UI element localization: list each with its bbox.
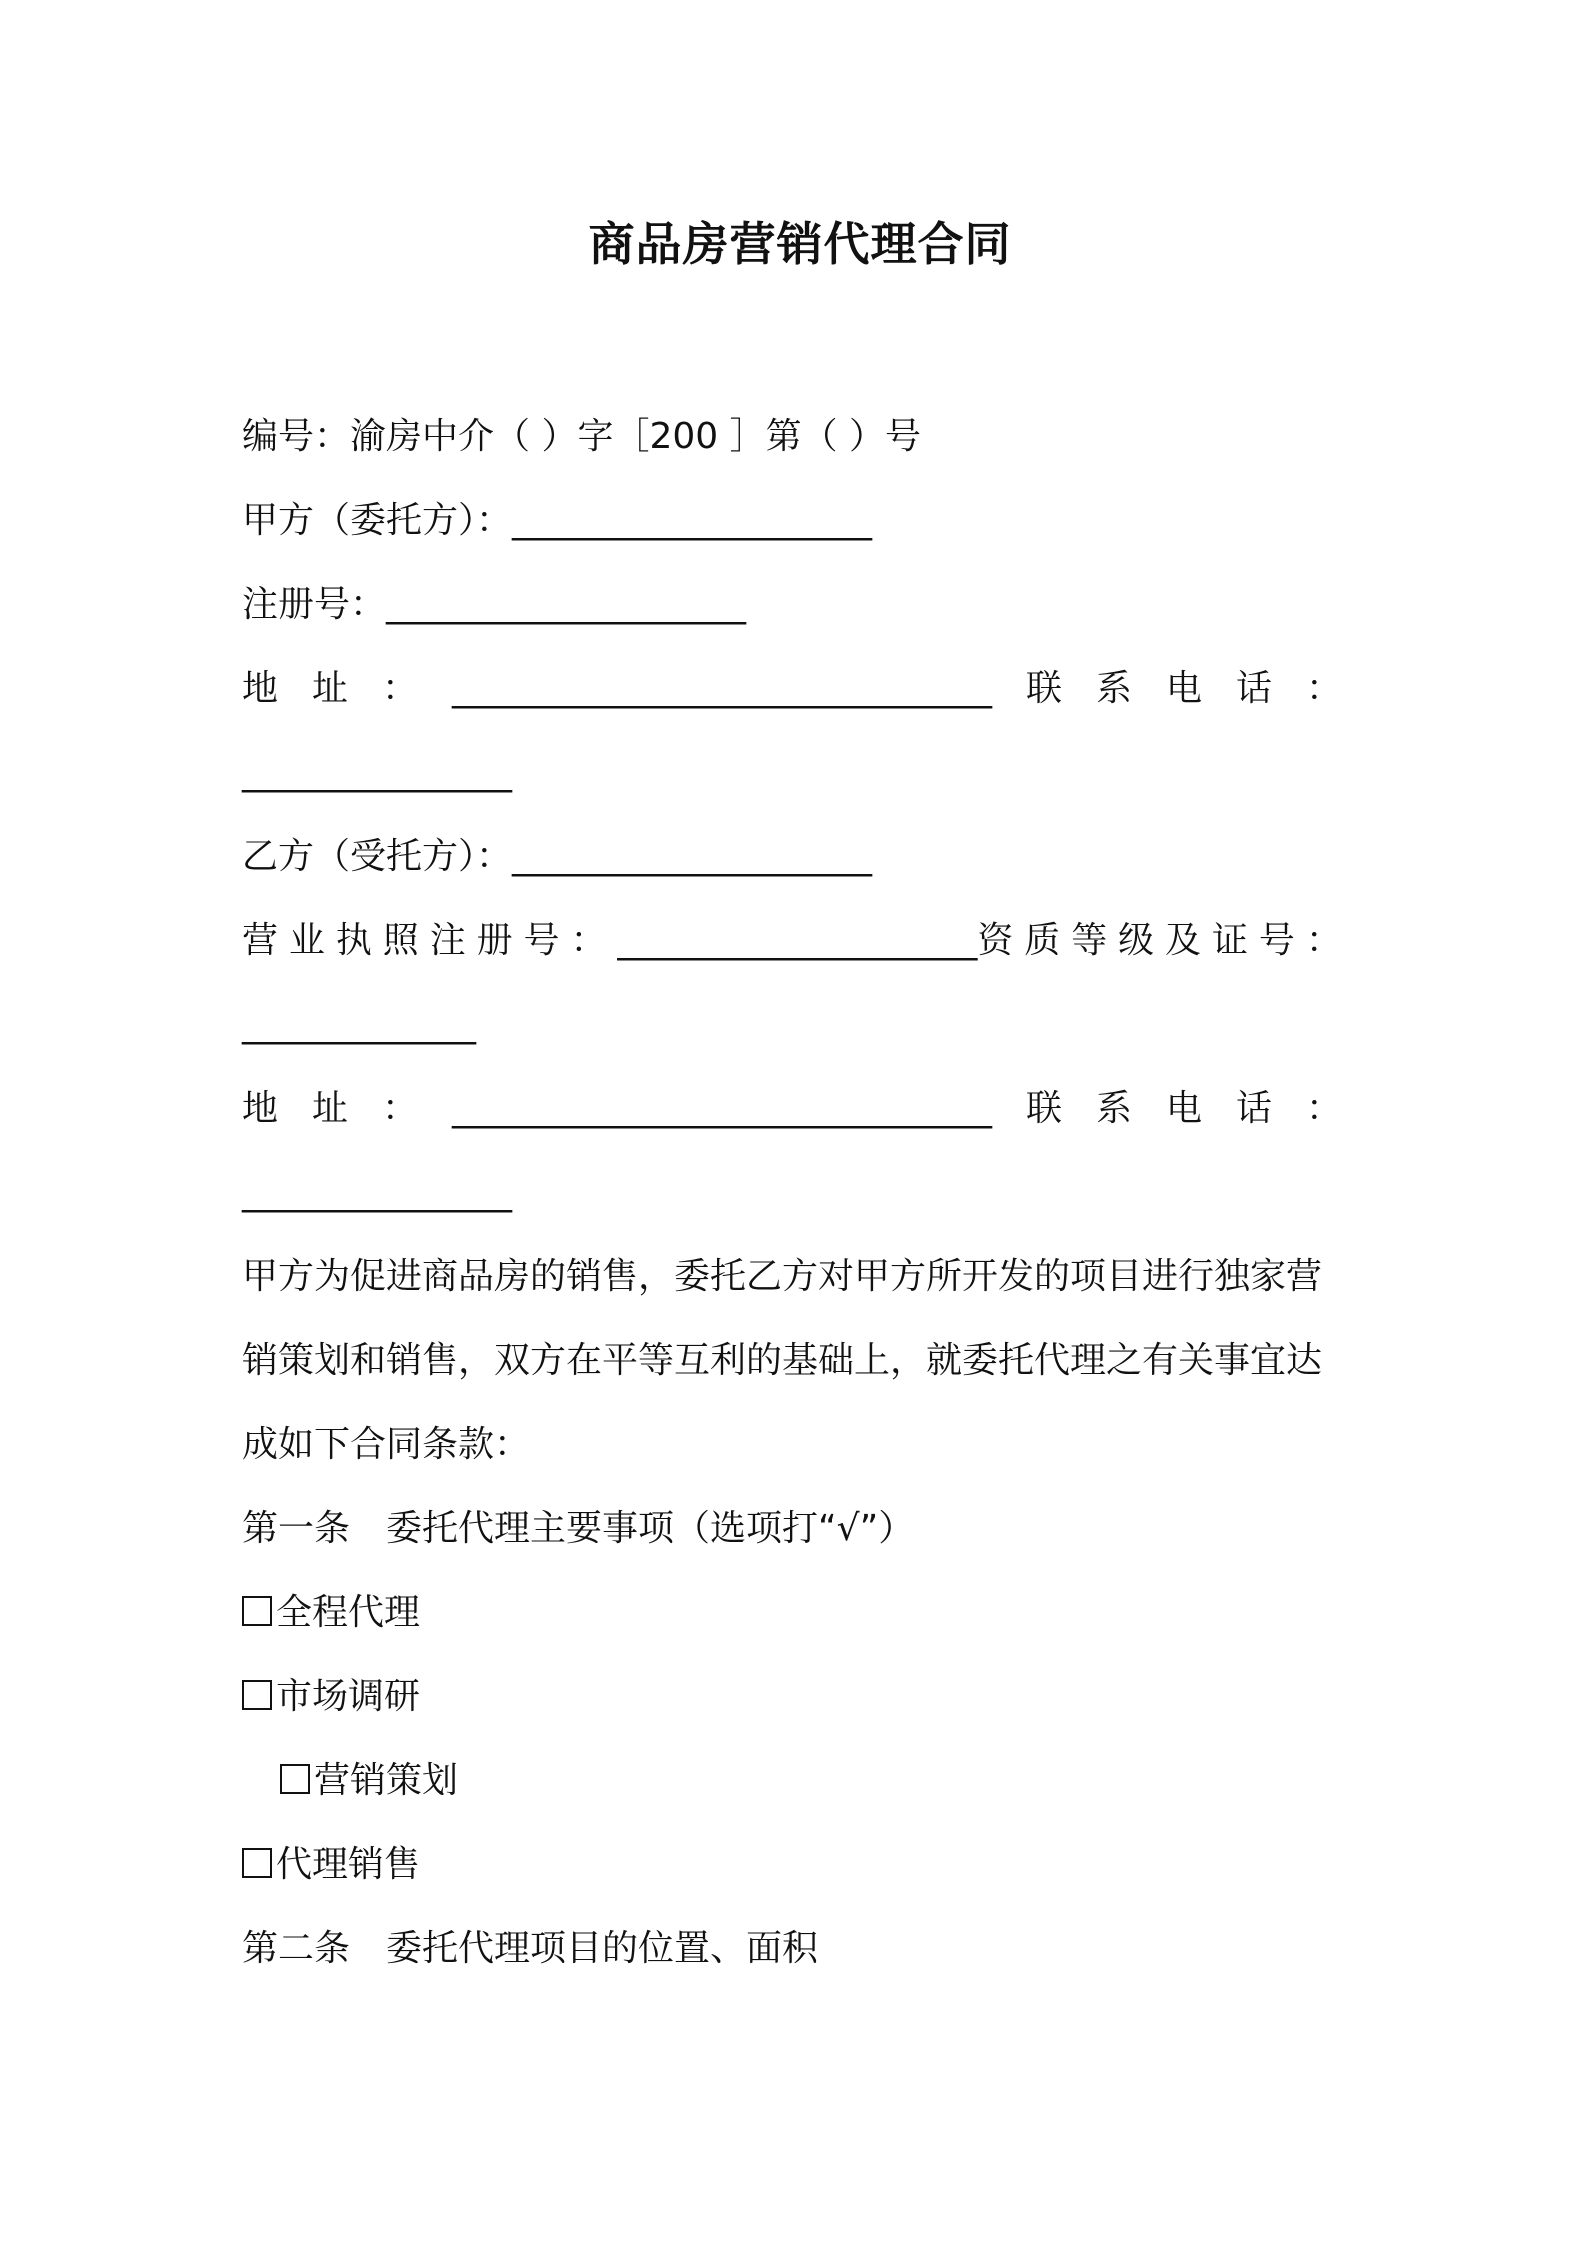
party-a-line: 甲方（委托方）：____________________ (242, 500, 873, 541)
license-char: ： (1305, 920, 1342, 961)
license-char: ： (570, 920, 607, 961)
option-marketing-planning[interactable] (280, 1756, 458, 1806)
license-char: 号 (1258, 920, 1295, 961)
phone-label-char: 话 (1235, 1088, 1272, 1129)
phone-label-char: 系 (1095, 1088, 1132, 1129)
party-b-address-line (242, 1084, 1342, 1134)
checkbox-icon[interactable] (242, 1680, 272, 1710)
phone-colon: ： (1305, 1088, 1342, 1129)
option-label: 全程代理 (276, 1592, 421, 1633)
intro-paragraph-line: 甲方为促进商品房的销售，委托乙方对甲方所开发的项目进行独家营 (242, 1256, 1323, 1297)
phone-label-char: 话 (1235, 668, 1272, 709)
address-label-char: 地 (242, 668, 279, 709)
license-char: 注 (429, 920, 466, 961)
article-2-heading: 第二条 委托代理项目的位置、面积 (242, 1928, 819, 1969)
intro-paragraph-line: 销策划和销售，双方在平等互利的基础上，就委托代理之有关事宜达 (242, 1340, 1323, 1381)
party-b-phone-blank: _______________ (242, 1172, 512, 1213)
option-market-research[interactable] (242, 1672, 420, 1722)
party-a-phone-blank: _______________ (242, 752, 512, 793)
address-blank: ______________________________ (452, 1088, 992, 1129)
license-char: 证 (1211, 920, 1248, 961)
license-char: 执 (335, 920, 372, 961)
checkbox-icon[interactable] (280, 1764, 310, 1794)
intro-paragraph-line: 成如下合同条款： (242, 1424, 531, 1465)
address-label-char: 地 (242, 1088, 279, 1129)
article-1-heading: 第一条 委托代理主要事项（选项打“√”） (242, 1508, 915, 1549)
option-label: 代理销售 (276, 1844, 421, 1885)
license-char: 照 (382, 920, 419, 961)
license-char: 册 (476, 920, 513, 961)
license-char: 营 (242, 920, 279, 961)
license-line (242, 916, 1342, 966)
phone-label-char: 联 (1025, 1088, 1062, 1129)
address-colon: ： (382, 668, 419, 709)
license-char: 业 (288, 920, 325, 961)
party-a-address-line (242, 664, 1342, 714)
checkbox-icon[interactable] (242, 1848, 272, 1878)
registration-number-line: 注册号：____________________ (242, 584, 747, 625)
license-cert-blank: _____________ (242, 1004, 476, 1045)
license-blank-with-char: ____________________资 (617, 920, 1014, 961)
address-label-char: 址 (312, 668, 349, 709)
license-char: 等 (1071, 920, 1108, 961)
option-agency-sales[interactable] (242, 1840, 420, 1890)
party-b-line: 乙方（受托方）：____________________ (242, 836, 873, 877)
document-title: 商品房营销代理合同 (588, 217, 1012, 271)
phone-label-char: 联 (1025, 668, 1062, 709)
address-colon: ： (382, 1088, 419, 1129)
license-char: 质 (1024, 920, 1061, 961)
license-char: 级 (1118, 920, 1155, 961)
phone-label-char: 系 (1095, 668, 1132, 709)
option-full-agency[interactable] (242, 1588, 420, 1638)
address-blank: ______________________________ (452, 668, 992, 709)
contract-number-line: 编号：渝房中介（ ）字［200 ］第（ ）号 (242, 416, 922, 457)
phone-label-char: 电 (1165, 668, 1202, 709)
address-label-char: 址 (312, 1088, 349, 1129)
license-char: 及 (1165, 920, 1202, 961)
option-label: 营销策划 (314, 1760, 459, 1801)
checkbox-icon[interactable] (242, 1596, 272, 1626)
phone-label-char: 电 (1165, 1088, 1202, 1129)
option-label: 市场调研 (276, 1676, 421, 1717)
license-char: 号 (523, 920, 560, 961)
phone-colon: ： (1305, 668, 1342, 709)
